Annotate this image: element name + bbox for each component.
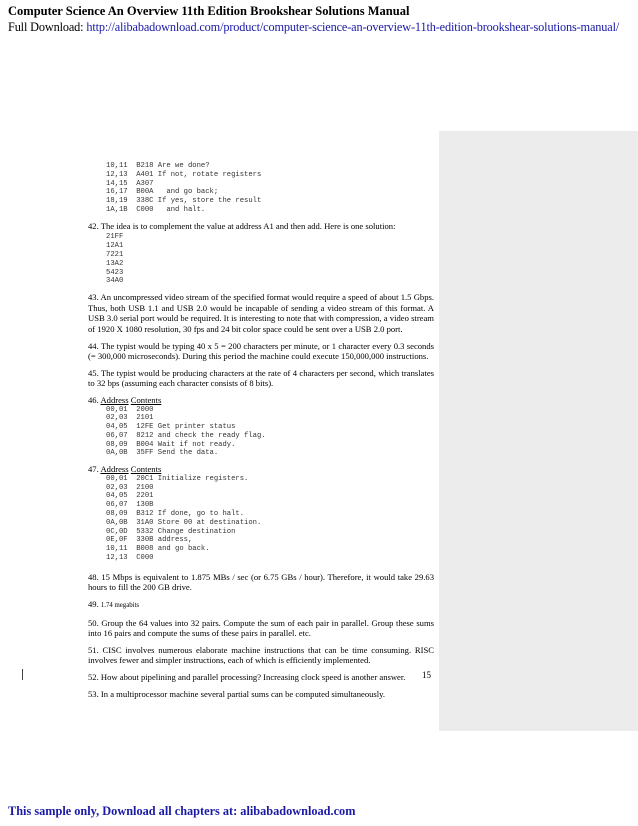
answer-45: 45. The typist would be producing characters at the rate of 4 characters per second, which translates to 32 bps (assuming each character consists of 8 bits). [88, 367, 434, 389]
code-line: 02,03 2101 [106, 414, 154, 423]
code-block-47 [88, 475, 434, 563]
code-line: 21FF [106, 233, 124, 242]
code-line: 0C,0D 5332 Change destination [106, 527, 236, 536]
answer-53: 53. In a multiprocessor machine several partial sums can be computed simultaneously. [88, 688, 386, 699]
code-line: 0A,0B 31A0 Store 00 at destination. [106, 518, 262, 527]
code-block-46 [88, 406, 434, 459]
code-line: 06,07 8212 and check the ready flag. [106, 431, 266, 440]
code-line: 06,07 130B [106, 501, 154, 510]
code-line: 12,13 C000 [106, 554, 154, 563]
download-label: Full Download: [8, 20, 87, 34]
answer-47-heading [88, 464, 434, 475]
code-line: 00,01 2000 [106, 405, 154, 414]
code-line: 14,15 A307 [106, 179, 154, 188]
code-block-42 [88, 233, 434, 286]
code-line: 0E,0F 330B address, [106, 536, 193, 545]
code-line: 16,17 B00A and go back; [106, 188, 219, 197]
code-line: 02,03 2100 [106, 483, 154, 492]
answer-43: 43. An uncompressed video stream of the specified format would require a speed of about 1.5 Gbps. Thus, both USB 1.1 and USB 2.0 would be incapable of sending a video stream of this format. A USB 3.0 serial port would be required. It is interesting to note that with compression, a video stream of 1920 X 1080 resolution, 30 fps and 24 bit color space could be sent over a USB 2.0 port. [88, 292, 434, 334]
answer-47-number: 47. [88, 464, 99, 475]
answer-46-heading [88, 395, 434, 406]
code-line: 10,11 B218 Are we done? [106, 162, 210, 170]
code-line: 04,05 2201 [106, 492, 154, 501]
text-cursor [22, 669, 23, 680]
answer-49-text: 1.74 megabits [100, 602, 140, 610]
download-line [8, 20, 619, 35]
code-line: 08,09 B004 Wait if not ready. [106, 440, 236, 449]
contents-label: Contents [130, 394, 162, 405]
code-line: 0A,0B 35FF Send the data. [106, 449, 219, 458]
answer-49 [88, 599, 434, 612]
code-line: 10,11 B008 and go back. [106, 545, 210, 554]
footer-banner[interactable]: This sample only, Download all chapters at: alibabadownload.com [8, 804, 356, 818]
page-number: 15 [422, 670, 431, 680]
answer-49-number: 49. [88, 599, 99, 610]
contents-label: Contents [130, 464, 162, 475]
code-line: 7221 [106, 250, 124, 259]
answer-51: 51. CISC involves numerous elaborate machine instructions that can be time consuming. RISC involves fewer and simpler instructions, each of which is efficiently implemented. [88, 644, 434, 666]
answer-50: 50. Group the 64 values into 32 pairs. Compute the sum of each pair in parallel. Group these sums into 16 pairs and compute the sums of these pairs in parallel. etc. [88, 617, 434, 639]
code-line: 12A1 [106, 242, 124, 251]
answer-52: 52. How about pipelining and parallel processing? Increasing clock speed is another answer. [88, 672, 406, 682]
code-line: 04,05 12FE Get printer status [106, 423, 236, 432]
download-link[interactable]: http://alibabadownload.com/product/computer-science-an-overview-11th-edition-brookshear-solutions-manual/ [86, 20, 620, 34]
code-line: 13A2 [106, 259, 124, 268]
address-label: Address [100, 394, 129, 405]
page-content [88, 162, 434, 699]
comment-pane [439, 131, 638, 731]
code-line: 1A,1B C000 and halt. [106, 205, 206, 214]
code-line: 08,09 B312 If done, go to halt. [106, 510, 245, 519]
code-line: 00,01 20C1 Initialize registers. [106, 474, 249, 483]
code-line: 18,19 338C If yes, store the result [106, 197, 262, 206]
address-label: Address [100, 464, 129, 475]
code-line: 34A0 [106, 277, 124, 286]
answer-48: 48. 15 Mbps is equivalent to 1.875 MBs / sec (or 6.75 GBs / hour). Therefore, it would take 29.63 hours to fill the 200 GB drive. [88, 571, 434, 593]
answer-46-number: 46. [88, 394, 99, 405]
code-line: 12,13 A401 If not, rotate registers [106, 170, 262, 179]
code-block-top [88, 162, 434, 215]
answer-42: 42. The idea is to complement the value at address A1 and then add. Here is one solution: [88, 220, 396, 231]
code-line: 5423 [106, 268, 124, 277]
answer-44: 44. The typist would be typing 40 x 5 = 200 characters per minute, or 1 character every 0.3 seconds (= 300,000 microseconds). During this period the machine could execute 150,000,000 instructions. [88, 340, 434, 362]
document-title: Computer Science An Overview 11th Edition Brookshear Solutions Manual [8, 4, 410, 18]
